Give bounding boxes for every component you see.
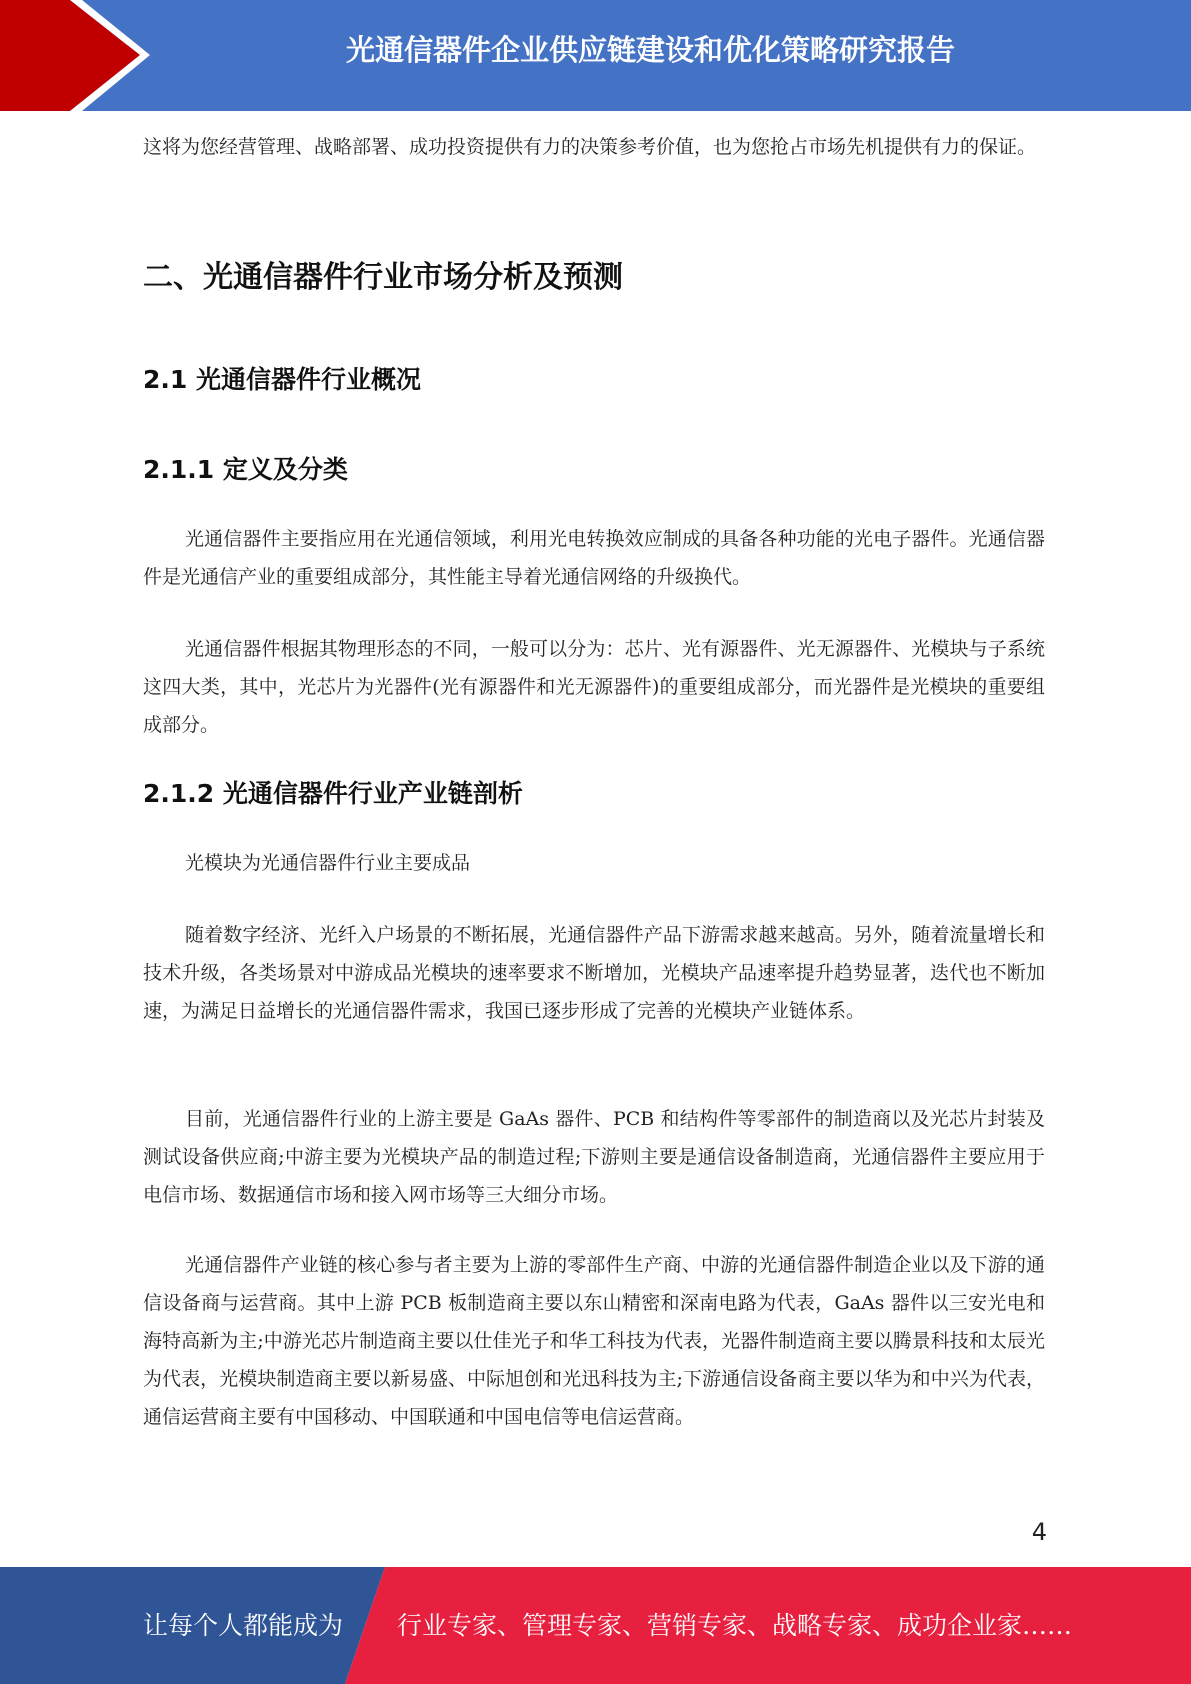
subsubsection-heading-definition: 2.1.1 定义及分类 bbox=[143, 455, 348, 484]
paragraph-chain-structure: 目前，光通信器件行业的上游主要是 GaAs 器件、PCB 和结构件等零部件的制造商以及光芯片封装及测试设备供应商;中游主要为光模块产品的制造过程;下游则主要是通信设备制造商，光通信器件主要应用于电信市场、数据通信市场和接入网市场等三大细分市场。 bbox=[143, 1108, 1045, 1206]
section-heading: 二、光通信器件行业市场分析及预测 bbox=[143, 260, 623, 295]
header-red-arrow bbox=[0, 0, 140, 111]
page-footer bbox=[0, 1567, 1191, 1684]
paragraph-definition: 光通信器件主要指应用在光通信领域，利用光电转换效应制成的具备各种功能的光电子器件。光通信器件是光通信产业的重要组成部分，其性能主导着光通信网络的升级换代。 bbox=[143, 528, 1045, 588]
header-title: 光通信器件企业供应链建设和优化策略研究报告 bbox=[345, 33, 955, 67]
subsubsection-heading-chain: 2.1.2 光通信器件行业产业链剖析 bbox=[143, 779, 523, 808]
paragraph-chain-lead: 光模块为光通信器件行业主要成品 bbox=[185, 852, 471, 874]
paragraph-chain-participants: 光通信器件产业链的核心参与者主要为上游的零部件生产商、中游的光通信器件制造企业以及下游的通信设备商与运营商。其中上游 PCB 板制造商主要以东山精密和深南电路为代表，GaAs 器件以三安光电和海特高新为主;中游光芯片制造商主要以仕佳光子和华工科技为代表，光器件制造商主要以腾景科技和太辰光为代表，光模块制造商主要以新易盛、中际旭创和光迅科技为主;下游通信设备商主要以华为和中兴为代表，通信运营商主要有中国移动、中国联通和中国电信等电信运营商。 bbox=[143, 1254, 1045, 1428]
footer-slogan-right: 行业专家、管理专家、营销专家、战略专家、成功企业家…… bbox=[397, 1611, 1073, 1640]
page-number: 4 bbox=[1031, 1518, 1047, 1546]
paragraph-classification: 光通信器件根据其物理形态的不同，一般可以分为：芯片、光有源器件、光无源器件、光模块与子系统这四大类，其中，光芯片为光器件(光有源器件和光无源器件)的重要组成部分，而光器件是光模块的重要组成部分。 bbox=[143, 638, 1045, 736]
footer-slogan-left: 让每个人都能成为 bbox=[143, 1611, 344, 1640]
paragraph-chain-demand: 随着数字经济、光纤入户场景的不断拓展，光通信器件产品下游需求越来越高。另外，随着流量增长和技术升级，各类场景对中游成品光模块的速率要求不断增加，光模块产品速率提升趋势显著，迭代也不断加速，为满足日益增长的光通信器件需求，我国已逐步形成了完善的光模块产业链体系。 bbox=[143, 924, 1045, 1022]
subsection-heading: 2.1 光通信器件行业概况 bbox=[143, 365, 421, 394]
intro-paragraph: 这将为您经营管理、战略部署、成功投资提供有力的决策参考价值，也为您抢占市场先机提供有力的保证。 bbox=[143, 136, 1037, 158]
intro-block bbox=[143, 128, 1045, 166]
page-header bbox=[0, 0, 1191, 111]
